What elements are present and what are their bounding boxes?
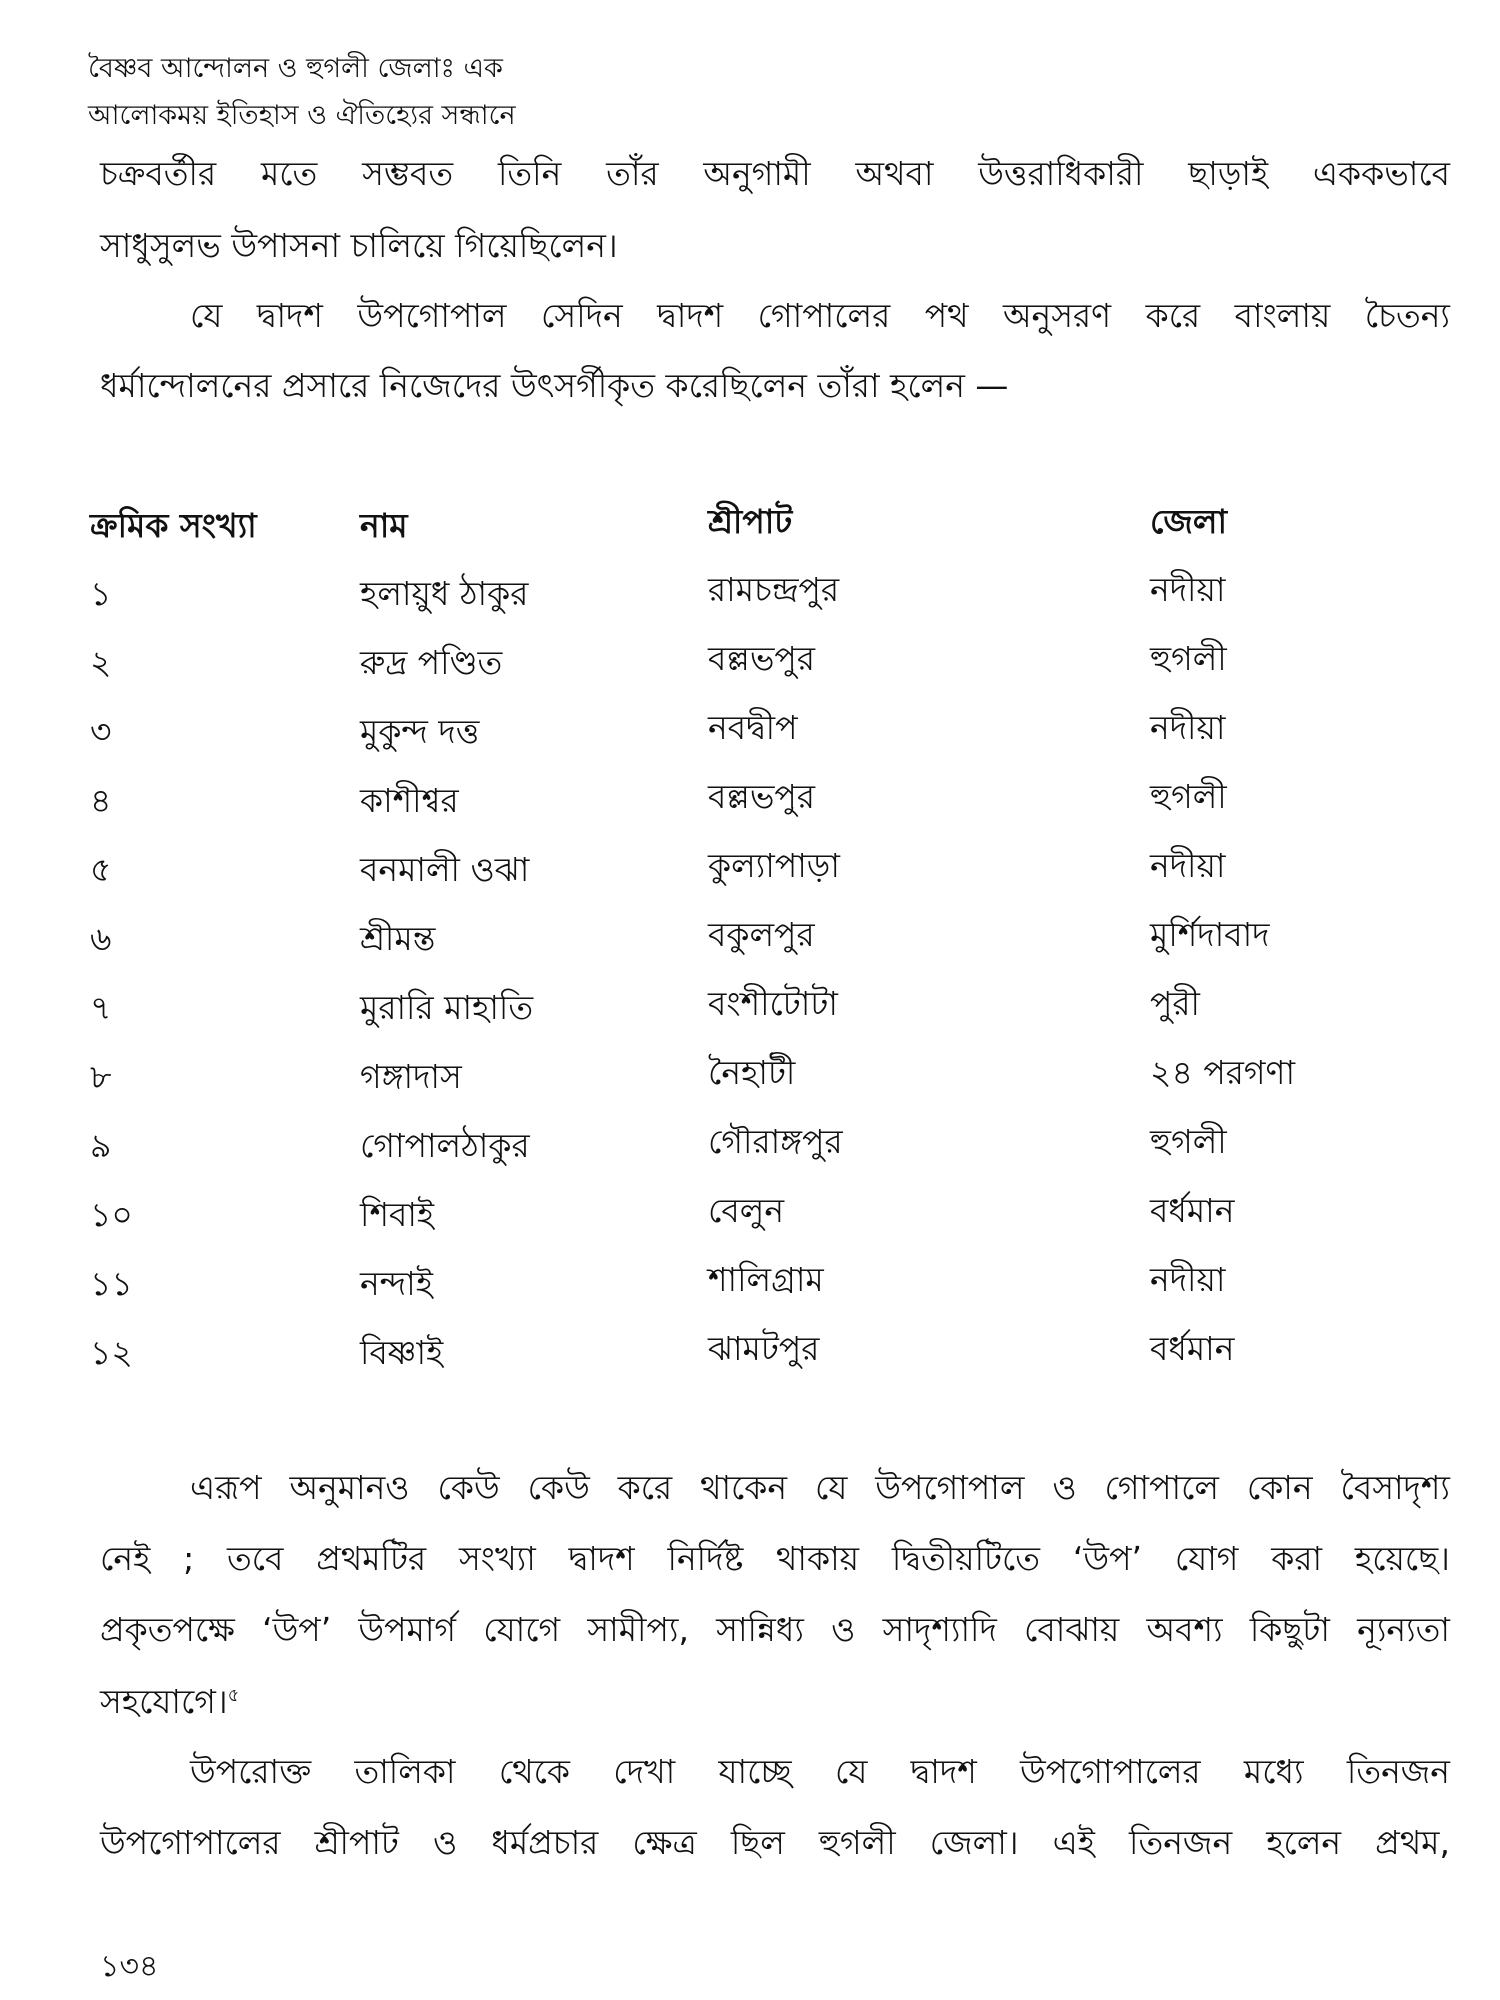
paragraph3-line4 — [100, 1676, 1450, 1732]
table-cell-name: মুকুন্দ দত্ত — [360, 712, 480, 751]
table-cell-name: গোপালঠাকুর — [360, 1126, 530, 1165]
table-cell-name: হলায়ুধ ঠাকুর — [360, 574, 529, 613]
paragraph3-line4-text: সহযোগে। — [100, 1682, 228, 1721]
table-cell-district: হুগলী — [1150, 1122, 1227, 1161]
paragraph3-line3: প্রকৃতপক্ষে ‘উপ’ উপমার্গ যোগে সামীপ্য, সান্নিধ্য ও সাদৃশ্যাদি বোঝায় অবশ্য কিছুটা ন্যূন্যতা — [100, 1610, 1450, 1649]
running-header-line2: আলোকময় ইতিহাস ও ঐতিহ্যের সন্ধানে — [88, 100, 516, 131]
table-cell-sripat: বংশীটোটা — [708, 984, 838, 1023]
table-cell-serial: ৯ — [90, 1126, 112, 1165]
page-number: ১৩৪ — [100, 1949, 159, 1984]
table-cell-sripat: নৈহাটী — [708, 1053, 796, 1092]
header-name: নাম — [360, 506, 408, 545]
table-cell-name: শ্রীমন্ত — [360, 919, 436, 958]
table-cell-district: নদীয়া — [1150, 1260, 1226, 1299]
table-cell-district: নদীয়া — [1150, 708, 1226, 747]
table-cell-serial: ৫ — [90, 850, 112, 889]
header-district: জেলা — [1150, 502, 1228, 541]
paragraph2-line2: ধর্মান্দোলনের প্রসারে নিজেদের উৎসর্গীকৃত করেছিলেন তাঁরা হলেন — — [100, 366, 1009, 405]
table-cell-sripat: রামচন্দ্রপুর — [708, 570, 840, 609]
table-cell-serial: ৩ — [90, 712, 112, 751]
paragraph1-line1: চক্রবর্তীর মতে সম্ভবত তিনি তাঁর অনুগামী অথবা উত্তরাধিকারী ছাড়াই এককভাবে — [100, 154, 1450, 193]
table-cell-sripat: নবদ্বীপ — [708, 708, 798, 747]
running-header-line1: বৈষ্ণব আন্দোলন ও হুগলী জেলাঃ এক — [88, 53, 503, 84]
table-cell-name: গঙ্গাদাস — [360, 1057, 462, 1096]
paragraph2-line1: যে দ্বাদশ উপগোপাল সেদিন দ্বাদশ গোপালের পথ অনুসরণ করে বাংলায় চৈতন্য — [190, 296, 1450, 335]
table-cell-sripat: শালিগ্রাম — [708, 1260, 824, 1299]
table-cell-serial: ২ — [90, 643, 112, 682]
table-cell-name: রুদ্র পণ্ডিত — [360, 643, 503, 682]
header-sripat: শ্রীপাট — [708, 502, 793, 541]
table-cell-district: বর্ধমান — [1150, 1191, 1235, 1230]
table-cell-name: শিবাই — [360, 1195, 435, 1234]
table-cell-serial: ৪ — [90, 781, 112, 820]
table-cell-sripat: বল্লভপুর — [708, 639, 815, 678]
table-cell-district: হুগলী — [1150, 777, 1227, 816]
paragraph4-line2: উপগোপালের শ্রীপাট ও ধর্মপ্রচার ক্ষেত্র ছিল হুগলী জেলা। এই তিনজন হলেন প্রথম, — [100, 1823, 1450, 1862]
paragraph3-line2: নেই ; তবে প্রথমটির সংখ্যা দ্বাদশ নির্দিষ্ট থাকায় দ্বিতীয়টিতে ‘উপ’ যোগ করা হয়েছে। — [100, 1539, 1450, 1578]
table-cell-serial: ১১ — [90, 1264, 133, 1303]
table-cell-name: কাশীশ্বর — [360, 781, 459, 820]
table-cell-district: বর্ধমান — [1150, 1329, 1235, 1368]
table-cell-district: নদীয়া — [1150, 570, 1226, 609]
paragraph3-line1: এরূপ অনুমানও কেউ কেউ করে থাকেন যে উপগোপাল ও গোপালে কোন বৈসাদৃশ্য — [190, 1468, 1450, 1507]
table-cell-serial: ৮ — [90, 1057, 112, 1096]
table-cell-sripat: বকুলপুর — [708, 915, 815, 954]
table-cell-name: মুরারি মাহাতি — [360, 988, 534, 1027]
table-cell-district: নদীয়া — [1150, 846, 1226, 885]
table-cell-sripat: বেলুন — [708, 1191, 785, 1230]
paragraph1-line2: সাধুসুলভ উপাসনা চালিয়ে গিয়েছিলেন। — [100, 226, 618, 265]
table-cell-district: পুরী — [1150, 984, 1200, 1023]
table-cell-name: বিষ্ণাই — [360, 1333, 444, 1372]
table-cell-name: বনমালী ওঝা — [360, 850, 530, 889]
table-cell-sripat: কুল্যাপাড়া — [708, 846, 840, 885]
table-cell-district: হুগলী — [1150, 639, 1227, 678]
table-cell-sripat: বল্লভপুর — [708, 777, 815, 816]
table-cell-serial: ১০ — [90, 1195, 133, 1234]
footnote-ref: ৫ — [227, 1685, 240, 1706]
table-cell-serial: ৭ — [90, 988, 112, 1027]
table-cell-name: নন্দাই — [360, 1264, 433, 1303]
table-cell-sripat: গৌরাঙ্গপুর — [708, 1122, 843, 1161]
table-cell-district: ২৪ পরগণা — [1150, 1053, 1296, 1092]
table-cell-district: মুর্শিদাবাদ — [1150, 915, 1270, 954]
table-cell-serial: ১ — [90, 574, 112, 613]
table-cell-serial: ১২ — [90, 1333, 133, 1372]
paragraph4-line1: উপরোক্ত তালিকা থেকে দেখা যাচ্ছে যে দ্বাদশ উপগোপালের মধ্যে তিনজন — [190, 1752, 1450, 1791]
table-cell-sripat: ঝামটপুর — [708, 1329, 820, 1368]
table-cell-serial: ৬ — [90, 919, 112, 958]
header-serial: ক্রমিক সংখ্যা — [90, 506, 257, 545]
